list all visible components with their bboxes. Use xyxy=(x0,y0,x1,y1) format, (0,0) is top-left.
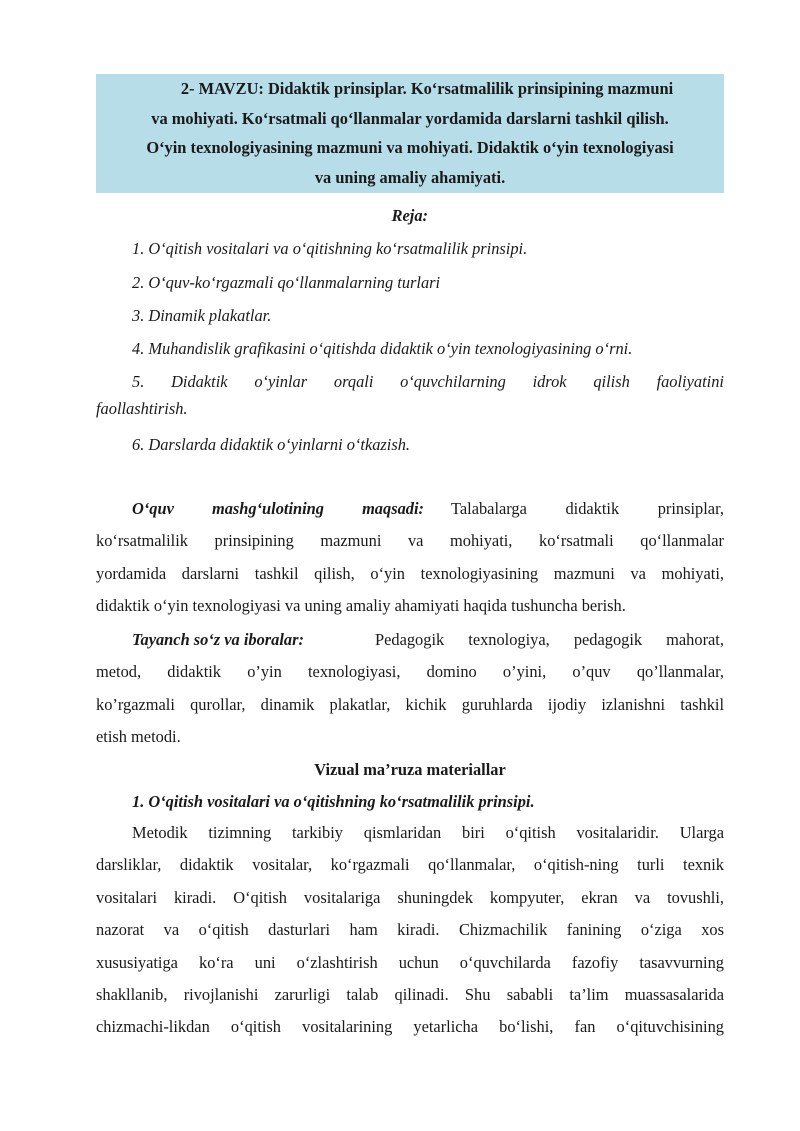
keywords-line: etish metodi. xyxy=(96,727,181,747)
plan-item-5-word: qilish xyxy=(593,372,630,391)
plan-item-3: 3. Dinamik plakatlar. xyxy=(132,306,272,325)
plan-item-4: 4. Muhandislik grafikasini o‘qitishda didaktik o‘yin texnologiyasining o‘rni. xyxy=(132,339,633,358)
keywords-line: ko’rgazmali qurollar, dinamik plakatlar, kichik guruhlarda ijodiy izlanishni tashkil xyxy=(96,694,724,714)
keywords-paragraph xyxy=(96,624,724,754)
body-line: shakllanib, rivojlanishi zarurligi talab qilinadi. Shu sababli ta’lim muassasalarida xyxy=(96,985,724,1005)
plan-item-5-word: idrok xyxy=(532,372,567,391)
body-line: darsliklar, didaktik vositalar, ko‘rgazmali qo‘llanmalar, o‘qitish-ning turli texnik xyxy=(96,855,724,875)
body-line: Metodik tizimning tarkibiy qismlaridan biri o‘qitish vositalaridir. Ularga xyxy=(132,823,724,842)
keywords-first-line xyxy=(96,624,724,656)
goal-paragraph xyxy=(96,493,724,623)
title-line: va mohiyati. Ko‘rsatmali qo‘llanmalar yordamida darslarni tashkil qilish. xyxy=(151,108,669,128)
plan-item-2: 2. O‘quv-ko‘rgazmali qo‘llanmalarning turlari xyxy=(132,273,441,292)
plan-item-5-word: faoliyatini xyxy=(656,372,724,391)
goal-line: didaktik o‘yin texnologiyasi va uning amaliy ahamiyati haqida tushuncha berish. xyxy=(96,596,626,616)
plan-item-5-word: Didaktik xyxy=(171,372,228,391)
plan-item-6: 6. Darslarda didaktik o‘yinlarni o‘tkazish. xyxy=(132,435,411,454)
title-line: 2- MAVZU: Didaktik prinsiplar. Ko‘rsatmalilik prinsipining mazmuni xyxy=(180,79,674,98)
plan-item-1: 1. O‘qitish vositalari va o‘qitishning ko‘rsatmalilik prinsipi. xyxy=(132,239,528,258)
plan-item-5-word: orqali xyxy=(333,372,374,391)
goal-first-line xyxy=(96,493,724,525)
body-paragraph xyxy=(96,817,724,1044)
goal-label: O‘quv mashg‘ulotining maqsadi: xyxy=(132,499,424,518)
keywords-first-rest: Pedagogik texnologiya, pedagogik mahorat, xyxy=(375,630,724,649)
goal-line: yordamida darslarni tashkil qilish, o‘yin texnologiyasining mazmuni va mohiyati, xyxy=(96,563,724,583)
plan-item-5-word: o‘yinlar xyxy=(254,372,308,391)
title-line: va uning amaliy ahamiyati. xyxy=(314,168,506,188)
plan-item-5-word: 5. xyxy=(132,372,145,391)
section-subheading: 1. O‘qitish vositalari va o‘qitishning ko‘rsatmalilik prinsipi. xyxy=(132,792,535,811)
plan-item-5-word: o‘quvchilarning xyxy=(400,372,506,391)
plan-heading: Reja: xyxy=(391,206,428,225)
body-line: chizmachi-likdan o‘qitish vositalarining yetarlicha bo‘lishi, fan o‘qituvchisining xyxy=(96,1017,724,1037)
keywords-label: Tayanch so‘z va iboralar: xyxy=(132,630,304,649)
title-line: O‘yin texnologiyasining mazmuni va mohiyati. Didaktik o‘yin texnologiyasi xyxy=(146,138,674,158)
topic-title-box xyxy=(96,74,724,193)
goal-first-rest: Talabalarga didaktik prinsiplar, xyxy=(451,499,724,518)
body-line: xususiyatiga ko‘ra uni o‘zlashtirish uchun o‘quvchilarda fazofiy tasavvurning xyxy=(96,952,724,972)
section-heading: Vizual ma’ruza materiallar xyxy=(314,760,506,779)
goal-line: ko‘rsatmalilik prinsipining mazmuni va mohiyati, ko‘rsatmali qo‘llanmalar xyxy=(96,531,724,551)
body-line: nazorat va o‘qitish dasturlari ham kiradi. Chizmachilik fanining o‘ziga xos xyxy=(96,920,724,940)
body-line: vositalari kiradi. O‘qitish vositalariga shuningdek kompyuter, ekran va tovushli, xyxy=(96,887,724,907)
plan-item-5-line xyxy=(132,369,724,395)
plan-item-5 xyxy=(132,369,724,395)
plan-item-5-cont: faollashtirish. xyxy=(96,399,188,418)
keywords-line: metod, didaktik o’yin texnologiyasi, domino o’yini, o’quv qo’llanmalar, xyxy=(96,662,724,682)
